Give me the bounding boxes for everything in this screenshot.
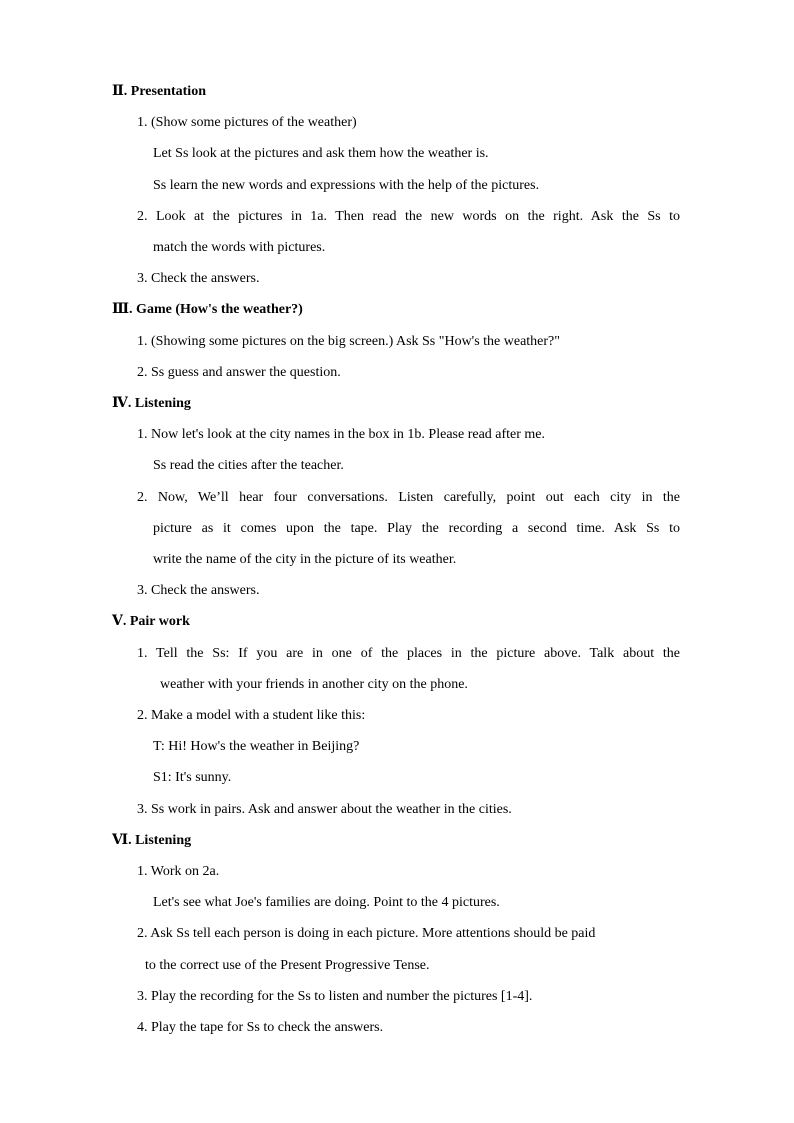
section-heading-listening-1: Ⅳ. Listening [112,396,191,411]
listening-step-2-cont-b: write the name of the city in the picture of its weather. [153,552,457,567]
listening-step-2: 2. Now, We’ll hear four conversations. Listen carefully, point out each city in the [137,490,680,505]
presentation-step-1: 1. (Show some pictures of the weather) [137,115,357,130]
listening2-step-3: 3. Play the recording for the Ss to listen and number the pictures [1-4]. [137,989,533,1004]
listening-step-1-detail: Ss read the cities after the teacher. [153,458,344,473]
presentation-step-2: 2. Look at the pictures in 1a. Then read the new words on the right. Ask the Ss to [137,209,680,224]
section-heading-listening-2: Ⅵ. Listening [112,833,192,848]
pair-work-dialogue-teacher: T: Hi! How's the weather in Beijing? [153,739,360,754]
pair-work-step-2: 2. Make a model with a student like this: [137,708,366,723]
pair-work-step-1-cont: weather with your friends in another city on the phone. [160,677,468,692]
listening2-step-4: 4. Play the tape for Ss to check the answers. [137,1020,384,1035]
presentation-step-1-detail-a: Let Ss look at the pictures and ask them how the weather is. [153,146,489,161]
listening2-step-1-detail: Let's see what Joe's families are doing. Point to the 4 pictures. [153,895,500,910]
section-heading-presentation: Ⅱ. Presentation [112,84,206,99]
section-heading-pair-work: Ⅴ. Pair work [112,614,190,629]
pair-work-step-1: 1. Tell the Ss: If you are in one of the places in the picture above. Talk about the [137,646,680,661]
pair-work-dialogue-student: S1: It's sunny. [153,770,232,785]
listening-step-1: 1. Now let's look at the city names in the box in 1b. Please read after me. [137,427,546,442]
listening2-step-2: 2. Ask Ss tell each person is doing in each picture. More attentions should be paid [137,926,596,941]
listening2-step-2-cont: to the correct use of the Present Progressive Tense. [145,958,430,973]
presentation-step-1-detail-b: Ss learn the new words and expressions with the help of the pictures. [153,178,540,193]
presentation-step-3: 3. Check the answers. [137,271,260,286]
presentation-step-2-cont: match the words with pictures. [153,240,326,255]
section-heading-game: Ⅲ. Game (How's the weather?) [112,302,303,317]
game-step-1: 1. (Showing some pictures on the big screen.) Ask Ss "How's the weather?" [137,334,560,349]
listening2-step-1: 1. Work on 2a. [137,864,220,879]
pair-work-step-3: 3. Ss work in pairs. Ask and answer about the weather in the cities. [137,802,512,817]
listening-step-3: 3. Check the answers. [137,583,260,598]
game-step-2: 2. Ss guess and answer the question. [137,365,341,380]
listening-step-2-cont-a: picture as it comes upon the tape. Play the recording a second time. Ask Ss to [153,521,680,536]
